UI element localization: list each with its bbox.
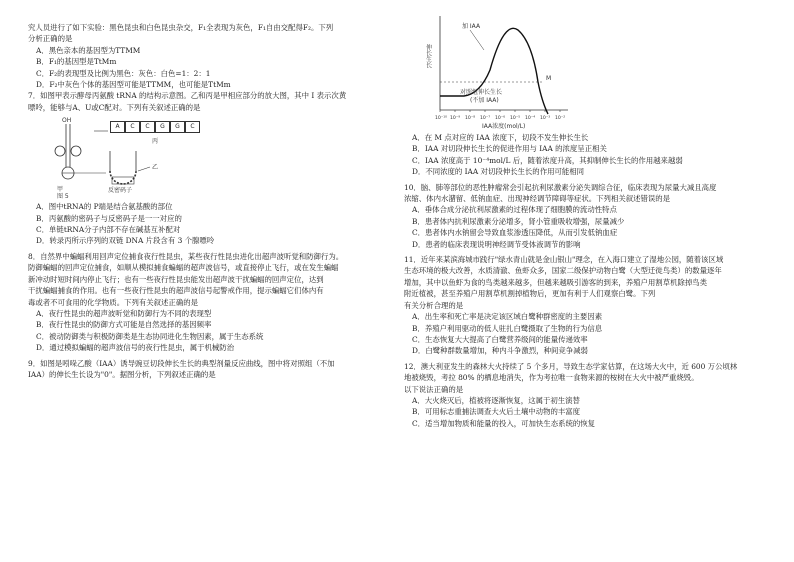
q10-stem-line: 10．脑、肺等部位的恶性肿瘤常会引起抗利尿激素分泌失调综合征，临床表现为尿量大减且高度 — [404, 182, 717, 192]
trna-jia-label: 甲 — [57, 186, 64, 194]
q9-option-c: C．IAA 浓度高于 10⁻⁴mol/L 后，随着浓度升高，其抑制伸长生长的作用越来越弱 — [412, 155, 683, 165]
q6-intro-line: 分析正确的是 — [28, 34, 73, 44]
x-tick-label: 10⁻² — [555, 116, 566, 121]
right-column — [404, 10, 764, 429]
q9-option-b: B．IAA 对切段伸长生长的促进作用与 IAA 的浓度呈正相关 — [412, 144, 607, 154]
iaa-curve-chart — [424, 10, 574, 130]
q12-stem-line: 12．澳大利亚发生的森林大火持续了 5 个多月，导致生态学家估算，在这场大火中，近 600 万公顷林 — [404, 361, 738, 371]
x-tick-label: 10⁻⁶ — [495, 116, 506, 121]
q7-stem-line: 7．如图甲表示酵母丙氨酸 tRNA 的结构示意图。乙和丙是甲相应部分的放大图，其中 I 表示次黄 — [28, 91, 347, 101]
q9-option-a: A．在 M 点对应的 IAA 浓度下，切段不发生伸长生长 — [412, 133, 589, 142]
trna-figure-number: 图 5 — [57, 193, 69, 200]
iaa-control-label-2: (不加 IAA) — [470, 97, 499, 104]
x-tick-label: 10⁻³ — [540, 116, 551, 121]
x-tick-label: 10⁻⁴ — [525, 116, 536, 121]
iaa-figure — [424, 10, 574, 130]
q11-option-d: D．白鹭种群数量增加，种内斗争激烈，种间竞争减弱 — [412, 346, 588, 356]
q9-stem-line: 9．如图是吲哚乙酸（IAA）诱导豌豆切段伸长生长的典型剂量反应曲线，图中将对照组（不加 — [28, 358, 335, 368]
q11-stem-line: 有关分析合理的是 — [404, 300, 464, 310]
iaa-add-label: 加 IAA — [462, 23, 481, 30]
q12-option-b: B．可用标志重捕法调查大火后土壤中动物的丰富度 — [412, 407, 581, 417]
x-tick-label: 10⁻⁸ — [465, 116, 476, 121]
q11-option-c: C．生态恢复大大提高了白鹭营养级间的能量传递效率 — [412, 334, 588, 344]
q11-option-a: A．出生率和死亡率是决定该区域白鹭种群密度的主要因素 — [412, 312, 603, 322]
iaa-x-ticks — [435, 110, 565, 121]
q11-option-b: B．养殖户利用驱动的低人驻扎白鹭摄取了生物的行为信息 — [412, 323, 603, 333]
codon-base: C — [125, 121, 140, 133]
iaa-ylabel: 伸长生长 — [424, 44, 432, 68]
q10-option-c: C．患者体内水钠留会导致血浆渗透压降低，从而引发低钠血症 — [412, 228, 618, 238]
q8-stem-line: 新冲动时短时间内停止飞行；也有一些夜行性昆虫能发出超声波干扰蝙蝠的回声定位，达到 — [28, 274, 324, 284]
q6-option-a: A．黑色亲本的基因型为TTMM — [36, 45, 141, 55]
q7-option-c: C．单链tRNA分子内部不存在碱基互补配对 — [36, 225, 181, 235]
q10-option-b: B．患者体内抗利尿激素分泌增多，肾小管重吸收增强，尿量减少 — [412, 216, 625, 226]
x-tick-label: 10⁻⁵ — [510, 116, 521, 121]
q9-stem-line: IAA）的伸长生长设为"0"。据图分析，下列叙述正确的是 — [28, 369, 216, 379]
q11-stem-line: 附近植被，甚至养殖户用割草机割掉植物后，更加有利于人们观察白鹭。下列 — [404, 289, 656, 299]
q10-stem-line: 浓缩、体内水潴留、低钠血症、出现神经调节障碍等症状。下列相关叙述错误的是 — [404, 194, 671, 204]
codon-base: A — [110, 121, 125, 133]
left-column — [28, 22, 376, 380]
codon-base: G — [155, 121, 170, 133]
iaa-xlabel: IAA浓度(mol/L) — [482, 123, 526, 130]
q12-option-c: C．适当增加物质和能量的投入，可加快生态系统的恢复 — [412, 418, 596, 428]
trna-yi-label: 乙 — [152, 164, 159, 172]
q10-option-a: A．垂体合成分泌抗利尿激素的过程体现了细胞膜的流动性特点 — [412, 205, 617, 215]
q8-option-d: D．通过模拟蝙蝠的超声波信号的夜行性昆虫，属于机械防治 — [36, 343, 235, 353]
q8-stem-line: 防御蝙蝠的回声定位捕食，如顺从模拟捕食蝙蝠的超声波信号，或直接停止飞行，或在发生蝙蝠 — [28, 263, 339, 273]
codon-base: G — [170, 121, 185, 133]
q8-option-b: B．夜行性昆虫的防御方式可能是自然选择的基因频率 — [36, 320, 212, 330]
q12-stem-line: 以下说法正确的是 — [404, 384, 464, 394]
q8-option-c: C．被动防御类与积极防御类是生态协同进化生物因素，属于生态系统 — [36, 331, 264, 341]
iaa-control-label: 对照组伸长生长 — [460, 89, 503, 96]
q8-stem-line: 毒或者不可食用的化学物质。下列有关叙述正确的是 — [28, 297, 198, 307]
q8-stem-line: 8．自然界中蝙蝠利用回声定位捕食夜行性昆虫，某些夜行性昆虫进化出超声波听觉和防御行为。 — [28, 251, 344, 261]
q12-option-a: A．大火烧灭后，植被将逐渐恢复，这属于初生演替 — [412, 395, 580, 405]
q11-stem-line: 11．近年来某滨海城市践行"绿水青山就是金山银山"理念，在入海口建立了湿地公园，随着该区域 — [404, 255, 724, 265]
q6-option-b: B．F₁的基因型是TtMm — [36, 57, 117, 67]
q11-stem-line: 生态环境的极大改善，水质清澈、鱼虾众多，国家二级保护动物白鹭（大型迁徙鸟类）的数量逐年 — [404, 266, 722, 276]
iaa-m-label: M — [546, 75, 552, 82]
trna-bing-label: 丙 — [152, 138, 159, 146]
codon-base: C — [140, 121, 155, 133]
q11-stem-line: 增加，其中以鱼虾为食的鸟类越来越多，但越来越吸引游客的到来，养殖户用割草机除掉鸟类 — [404, 277, 708, 287]
q12-stem-line: 地被烧毁，考拉 80% 的栖息地消失，作为考拉唯一食物来源的桉树在大火中被严重烧毁。 — [404, 373, 699, 383]
codon-sequence — [110, 121, 200, 133]
q8-stem-line: 干扰蝙蝠捕食的作用。也有一些夜行性昆虫的超声波信号起警戒作用，提示蝙蝠它们体内有 — [28, 286, 324, 296]
x-tick-label: 10⁻⁷ — [480, 116, 491, 121]
q6-option-c: C．F₂的表现型及比例为黑色：灰色：白色=1：2：1 — [36, 68, 211, 78]
q7-option-a: A．图中tRNA的 P端是结合氨基酸的部位 — [36, 202, 173, 212]
x-tick-label: 10⁻¹⁰ — [435, 116, 447, 121]
x-tick-label: 10⁻⁹ — [450, 116, 461, 121]
trna-anticodon-label: 反密码子 — [108, 187, 133, 195]
q7-stem-line: 嘌呤，能够与A、U或C配对。下列有关叙述正确的是 — [28, 102, 201, 112]
q7-option-b: B．丙氨酸的密码子与反密码子是一一对应的 — [36, 213, 182, 223]
q6-intro-line: 究人员进行了如下实验：黑色昆虫和白色昆虫杂交，F₁全表现为灰色，F₁自由交配得F₂。下列 — [28, 23, 334, 32]
q7-option-d: D．转录丙所示序列的双链 DNA 片段含有 3 个腺嘌呤 — [36, 236, 215, 246]
q8-option-a: A．夜行性昆虫的超声波听觉和防御行为不同的表现型 — [36, 308, 212, 318]
trna-oh-label: OH — [62, 117, 72, 125]
trna-figure — [54, 115, 194, 199]
q6-option-d: D．F₂中灰色个体的基因型可能是TTMM，也可能是TtMm — [36, 80, 231, 90]
codon-base: C — [185, 121, 200, 133]
q10-option-d: D．患者的临床表现说明神经调节受体液调节的影响 — [412, 239, 581, 249]
q9-option-d: D．不同浓度的 IAA 对切段伸长生长的作用可能相同 — [412, 167, 585, 177]
